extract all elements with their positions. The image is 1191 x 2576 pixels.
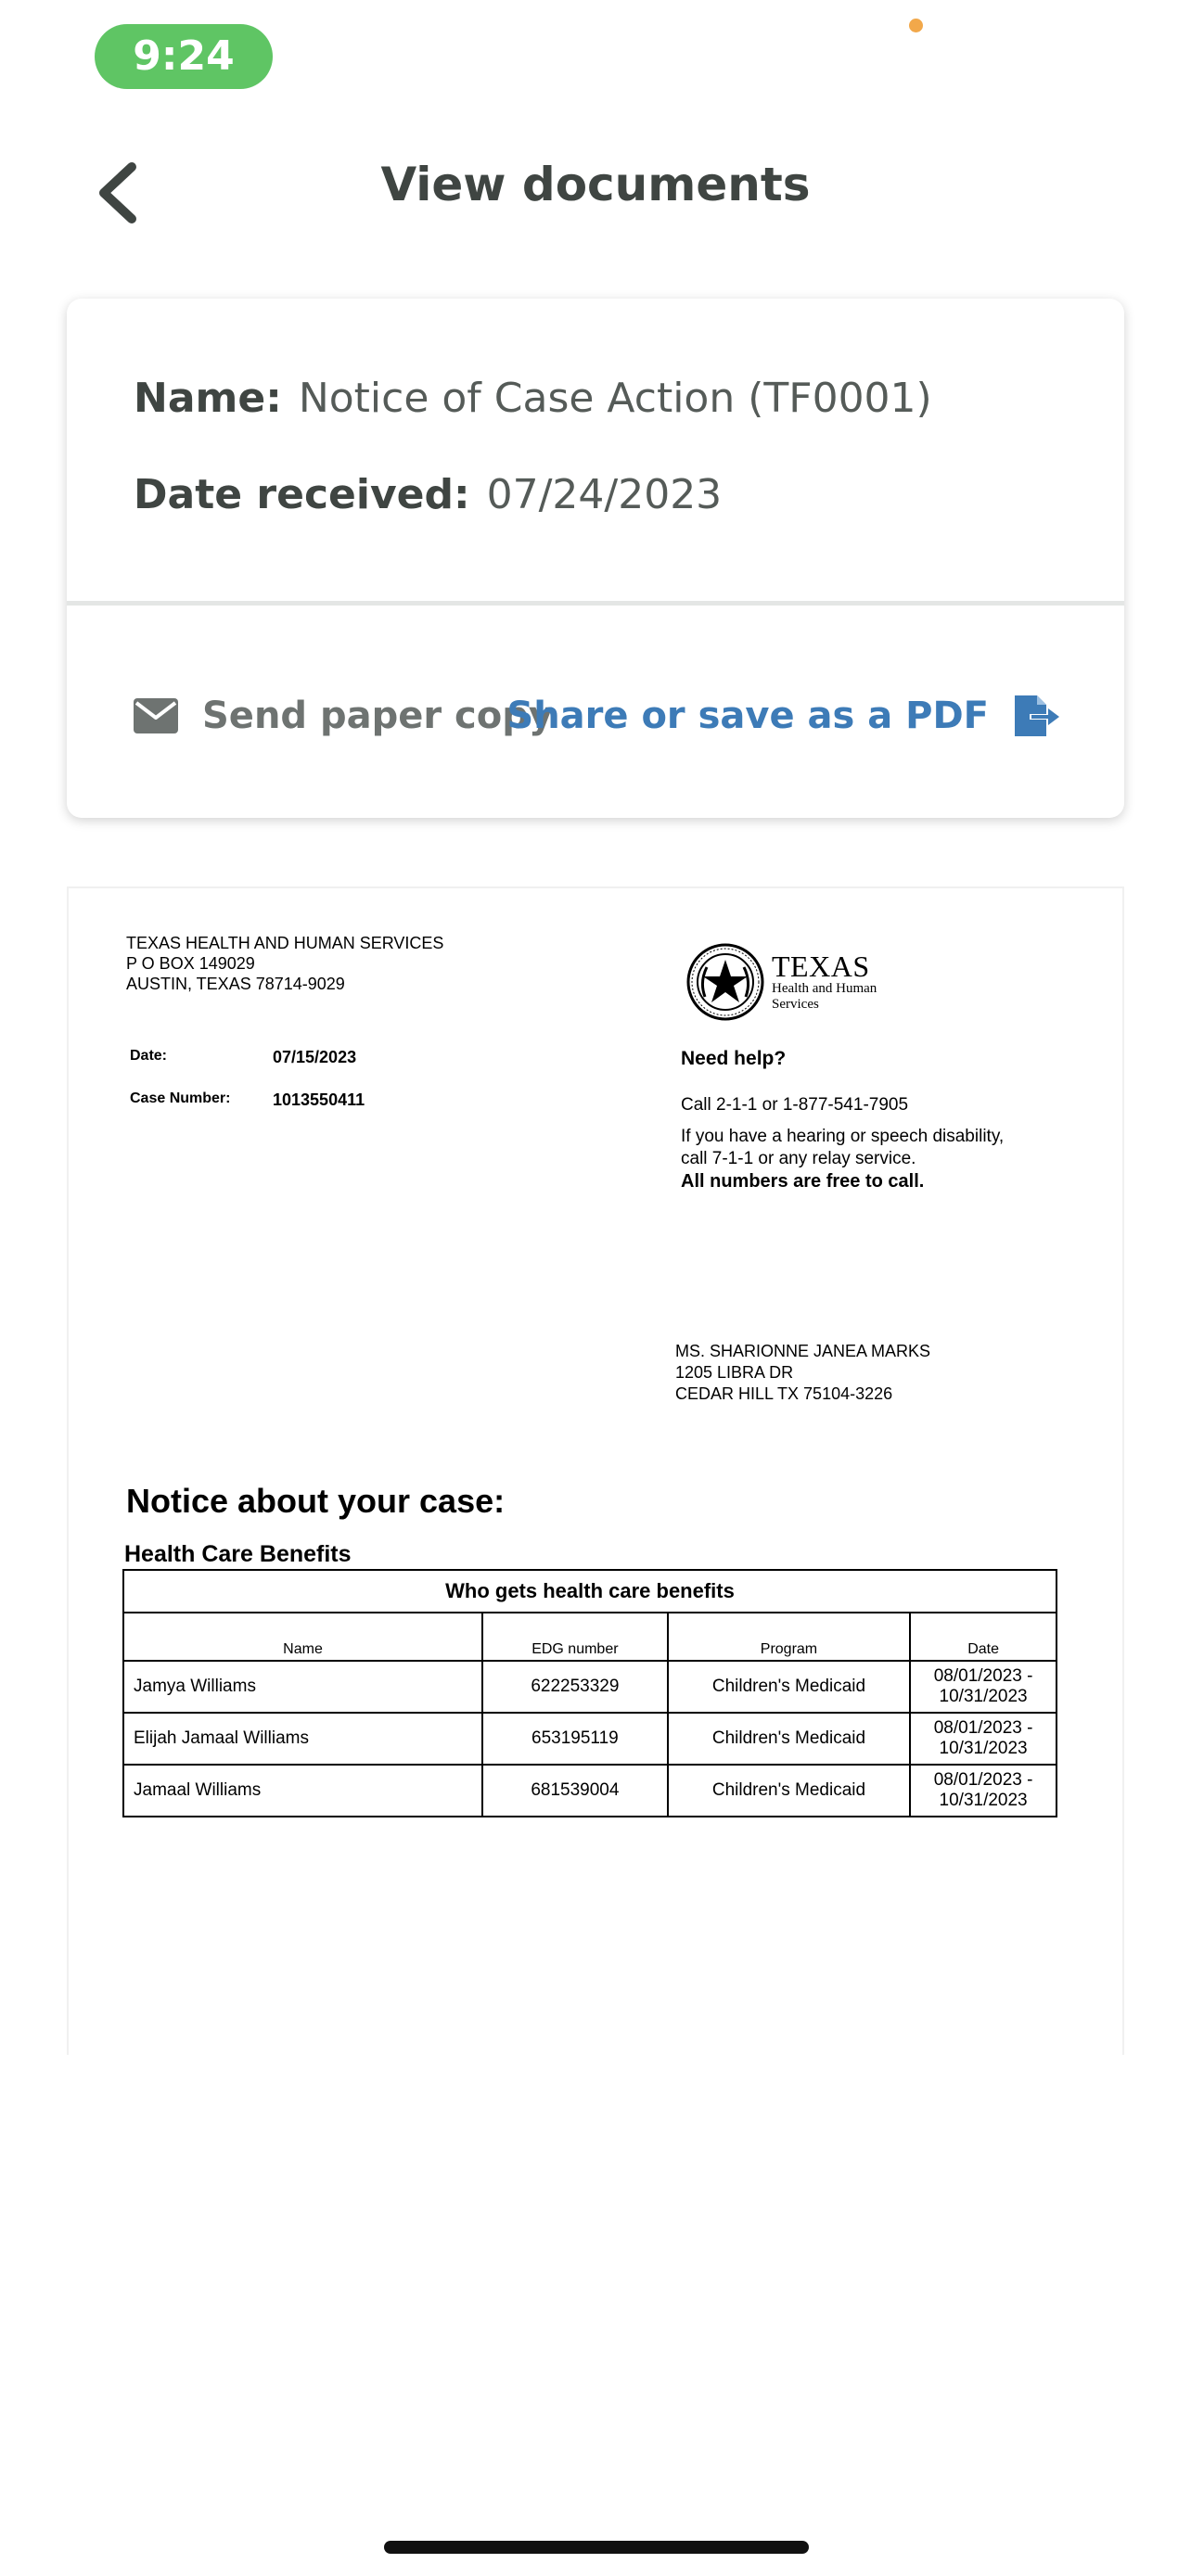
share-pdf-label: Share or save as a PDF bbox=[506, 695, 989, 737]
cell-name: Jamaal Williams bbox=[123, 1765, 482, 1817]
recipient-address bbox=[675, 1341, 930, 1405]
help-title: Need help? bbox=[681, 1048, 787, 1069]
cell-date bbox=[910, 1765, 1057, 1817]
cell-program: Children's Medicaid bbox=[668, 1713, 910, 1765]
date-received-value: 07/24/2023 bbox=[486, 471, 723, 518]
date-from: 08/01/2023 - bbox=[933, 1770, 1033, 1790]
help-phone: Call 2-1-1 or 1-877-541-7905 bbox=[681, 1095, 909, 1115]
recipient-line: CEDAR HILL TX 75104-3226 bbox=[675, 1384, 893, 1403]
cell-edg: 653195119 bbox=[482, 1713, 668, 1765]
table-row bbox=[123, 1661, 1057, 1713]
envelope-icon bbox=[134, 698, 178, 733]
send-paper-copy-label: Send paper copy bbox=[202, 695, 553, 737]
date-from: 08/01/2023 - bbox=[933, 1666, 1033, 1686]
logo-text bbox=[772, 951, 877, 1013]
logo-sub-text: Services bbox=[772, 997, 819, 1012]
cell-edg: 622253329 bbox=[482, 1661, 668, 1713]
cell-date bbox=[910, 1661, 1057, 1713]
case-number-label: Case Number: bbox=[130, 1090, 231, 1106]
cell-name: Jamya Williams bbox=[123, 1661, 482, 1713]
privacy-indicator-dot bbox=[909, 19, 923, 32]
cell-program: Children's Medicaid bbox=[668, 1661, 910, 1713]
date-received-row bbox=[134, 471, 722, 518]
texas-seal-icon bbox=[686, 943, 764, 1021]
cell-edg: 681539004 bbox=[482, 1765, 668, 1817]
help-hearing-line: If you have a hearing or speech disability, bbox=[681, 1127, 1005, 1146]
document-name-row bbox=[134, 375, 932, 422]
help-free-note: All numbers are free to call. bbox=[681, 1171, 925, 1192]
sender-line: P O BOX 149029 bbox=[126, 954, 255, 973]
cell-program: Children's Medicaid bbox=[668, 1765, 910, 1817]
table-row bbox=[123, 1713, 1057, 1765]
column-header-edg: EDG number bbox=[482, 1613, 668, 1661]
file-export-icon bbox=[1013, 694, 1059, 738]
notice-date-label: Date: bbox=[130, 1048, 168, 1064]
table-caption: Who gets health care benefits bbox=[123, 1570, 1057, 1613]
document-name-value: Notice of Case Action (TF0001) bbox=[298, 375, 932, 422]
cell-name: Elijah Jamaal Williams bbox=[123, 1713, 482, 1765]
date-to: 10/31/2023 bbox=[939, 1687, 1028, 1706]
column-header-name: Name bbox=[123, 1613, 482, 1661]
recipient-line: MS. SHARIONNE JANEA MARKS bbox=[675, 1342, 931, 1360]
share-pdf-button[interactable] bbox=[506, 688, 1059, 744]
page-title: View documents bbox=[380, 158, 811, 211]
sender-line: TEXAS HEALTH AND HUMAN SERVICES bbox=[126, 934, 444, 952]
logo-main-text: TEXAS bbox=[772, 950, 870, 983]
date-to: 10/31/2023 bbox=[939, 1739, 1028, 1758]
benefits-table bbox=[122, 1569, 1057, 1817]
recipient-line: 1205 LIBRA DR bbox=[675, 1363, 794, 1382]
card-divider bbox=[67, 601, 1124, 606]
status-time: 9:24 bbox=[95, 24, 273, 89]
column-header-program: Program bbox=[668, 1613, 910, 1661]
document-info-card bbox=[67, 299, 1124, 818]
send-paper-copy-button[interactable] bbox=[134, 688, 553, 744]
home-indicator[interactable] bbox=[384, 2541, 809, 2554]
table-row bbox=[123, 1765, 1057, 1817]
date-received-label: Date received: bbox=[134, 471, 470, 518]
sender-line: AUSTIN, TEXAS 78714-9029 bbox=[126, 975, 345, 993]
document-preview[interactable] bbox=[67, 886, 1124, 2055]
case-number-value: 1013550411 bbox=[273, 1090, 365, 1109]
texas-hhs-logo bbox=[686, 940, 900, 1024]
cell-date bbox=[910, 1713, 1057, 1765]
notice-date-value: 07/15/2023 bbox=[273, 1048, 357, 1066]
logo-sub-text: Health and Human bbox=[772, 981, 877, 996]
date-from: 08/01/2023 - bbox=[933, 1718, 1033, 1738]
help-relay-line: call 7-1-1 or any relay service. bbox=[681, 1149, 916, 1168]
date-to: 10/31/2023 bbox=[939, 1791, 1028, 1810]
sender-address bbox=[126, 933, 443, 994]
section-title: Health Care Benefits bbox=[124, 1541, 352, 1567]
column-header-date: Date bbox=[910, 1613, 1057, 1661]
notice-title: Notice about your case: bbox=[126, 1482, 506, 1520]
document-name-label: Name: bbox=[134, 375, 282, 422]
